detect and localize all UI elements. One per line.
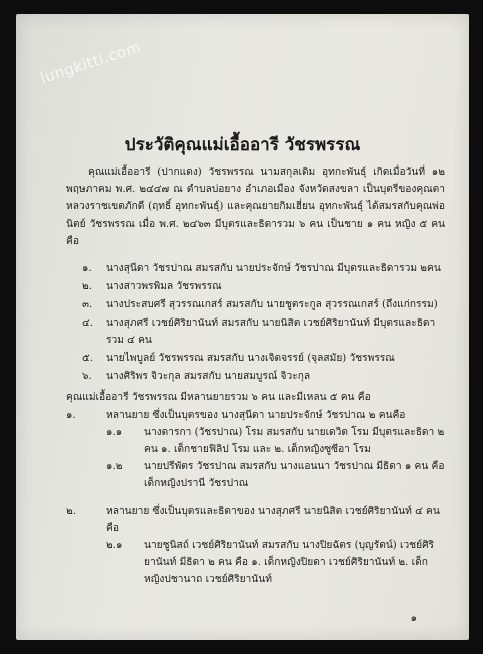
- item-number: ๕.: [82, 353, 93, 365]
- entry-text: นางดารกา (วัชรปาณ) โรม สมรสกับ นายเดวิด โรม มีบุตรและธิดา ๒ คน ๑. เด็กชายฟิลิป โรม และ ๒. เด็กหญิงซูซีอา โรม: [144, 426, 445, 456]
- list-item: [66, 260, 445, 277]
- watermark: lungkitti.com: [38, 37, 144, 88]
- grandchildren-group-2: [66, 503, 445, 537]
- grandchild-entry: [66, 424, 445, 458]
- grandchildren-summary: คุณแม่เอื้ออารี วัชรพรรณ มีหลานยายรวม ๖ คน และมีเหลน ๕ คน คือ: [66, 392, 371, 404]
- entry-text: นายปรีพัตร วัชรปาณ สมรสกับ นางแอนนา วัชรปาณ มีธิดา ๑ คน คือ เด็กหญิงปรานี วัชรปาณ: [144, 461, 445, 490]
- grandchildren-group-1: [66, 407, 445, 424]
- intro-paragraph: คุณแม่เอื้ออารี (ปากแดง) วัชรพรรณ นามสกุลเดิม อุทกะพันธุ์ เกิดเมื่อวันที่ ๑๒ พฤษภาคม พ.ศ. ๒๔๔๗ ณ ตำบลบ่อยาง อำเภอเมือง จังหวัดสงขลา เป็นบุตรีของคุณตาหลวงราชเขตภักดี (ฤทธิ์ อุทกะพันธุ์) และคุณยายกิมเฮี่ยน อุทกะพันธุ์ ได้สมรสกับคุณพ่อนิตย์ วัชรพรรณ เมื่อ พ.ศ. ๒๔๖๓ มีบุตรและธิดารวม ๖ คน เป็นชาย ๑ คน หญิง ๕ คน คือ: [66, 167, 445, 247]
- list-item: [66, 278, 445, 295]
- entry-text: นายชูนิสถ์ เวชย์ศิริยานันท์ สมรสกับ นางปิยฉัตร (บุญรัตน์) เวชย์ศิริยานันท์ มีธิดา ๒ คน คือ ๑. เด็กหญิงปิยดา เวชย์ศิริยานันท์ ๒. เด็กหญิงปชานาถ เวชย์ศิริยานันท์: [144, 540, 435, 586]
- item-number: ๑.: [82, 263, 92, 275]
- item-text: นางสุภศรี เวชย์ศิริยานันท์ สมรสกับ นายนิสิต เวชย์ศิริยานันท์ มีบุตรและธิดารวม ๔ คน: [106, 317, 436, 346]
- group-number: ๑.: [66, 409, 76, 421]
- item-number: ๒.: [82, 281, 92, 293]
- page-title: ประวัติคุณแม่เอื้ออารี วัชรพรรณ: [124, 135, 361, 155]
- page-number: ๑: [410, 613, 417, 624]
- children-list: [66, 260, 445, 385]
- page-body: [66, 164, 445, 589]
- entry-number: ๑.๑: [106, 426, 123, 438]
- item-text: นางสาวพรพิมล วัชรพรรณ: [106, 281, 222, 293]
- grandchild-entry: [66, 458, 445, 492]
- item-text: นางประสบศรี สุวรรณเกสร์ สมรสกับ นายชูตระกูล สุวรรณเกสร์ (ถึงแก่กรรม): [106, 299, 438, 311]
- list-item: [66, 368, 445, 385]
- list-item: [66, 315, 445, 349]
- grandchild-entry: [66, 537, 445, 589]
- item-number: ๖.: [82, 371, 92, 383]
- item-number: ๓.: [82, 299, 93, 311]
- list-item: [66, 296, 445, 313]
- item-number: ๔.: [82, 317, 93, 329]
- entry-number: ๒.๑: [106, 540, 123, 552]
- item-text: นางสุนีดา วัชรปาณ สมรสกับ นายประจักษ์ วัชรปาณ มีบุตรและธิดารวม ๒คน: [106, 263, 441, 275]
- entry-number: ๑.๒: [106, 461, 123, 473]
- group-text: หลานยาย ซึ่งเป็นบุตรของ นางสุนีดา นายประจักษ์ วัชรปาณ ๒ คนคือ: [106, 409, 406, 421]
- list-item: [66, 350, 445, 367]
- group-number: ๒.: [66, 505, 76, 517]
- book-page: [16, 14, 469, 640]
- group-text: หลานยาย ซึ่งเป็นบุตรและธิดาของ นางสุภศรี นายนิสิต เวชย์ศิริยานันท์ ๔ คน คือ: [106, 505, 440, 534]
- item-text: นายไพบูลย์ วัชรพรรณ สมรสกับ นางเจิดจรรย์ (จุลสมัย) วัชรพรรณ: [106, 353, 395, 365]
- item-text: นางศิริพร จิวะกุล สมรสกับ นายสมบูรณ์ จิวะกุล: [106, 371, 311, 383]
